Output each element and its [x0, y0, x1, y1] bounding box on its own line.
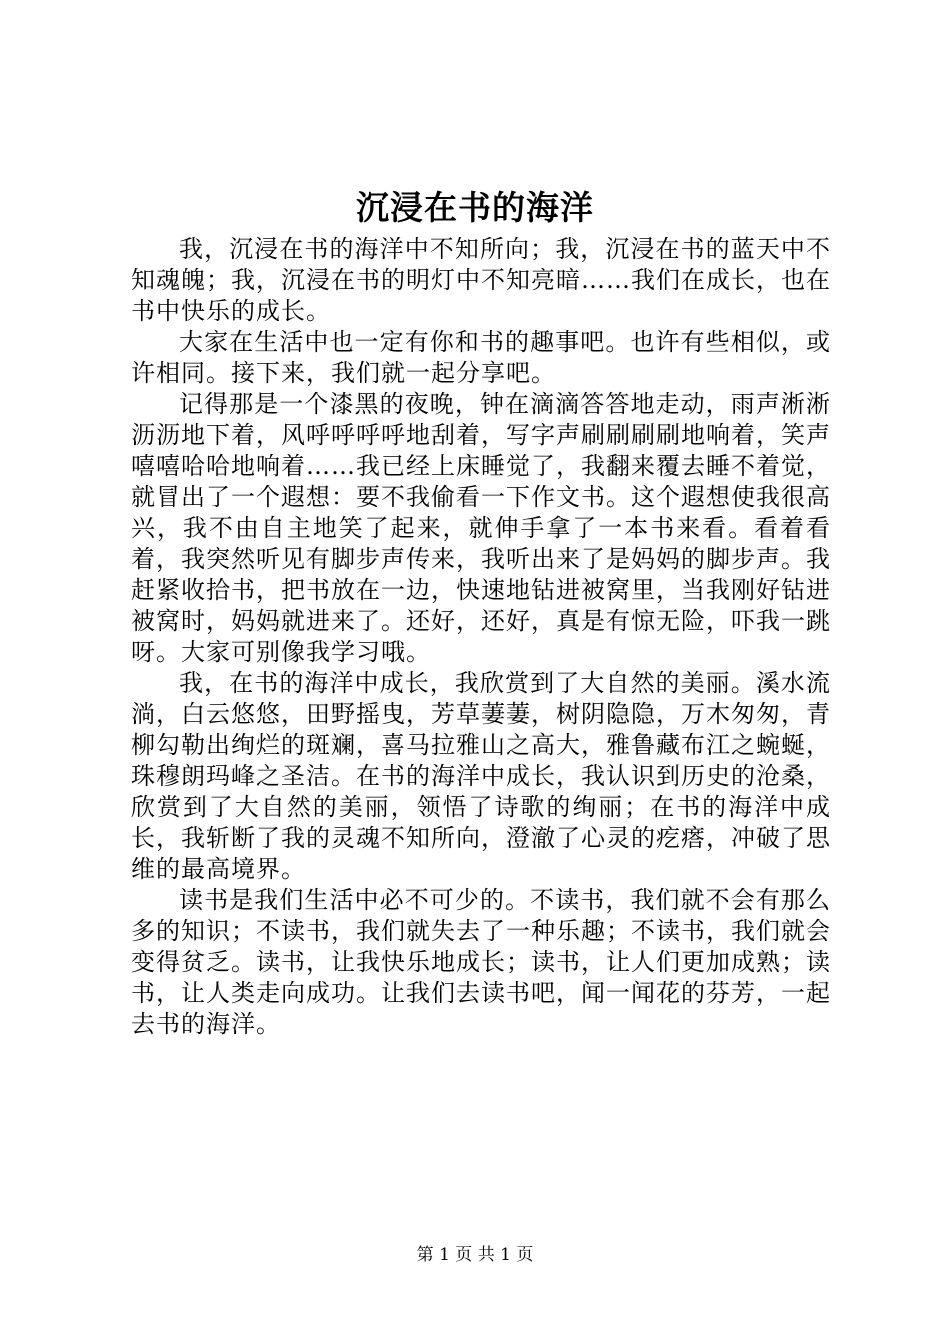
paragraph: 记得那是一个漆黑的夜晚，钟在滴滴答答地走动，雨声淅淅沥沥地下着，风呼呼呼呼地刮着，写字声刷刷刷刷地响着，笑声嘻嘻哈哈地响着……我已经上床睡觉了，我翻来覆去睡不着觉，就冒出了一个遐想：要不我偷看一下作文书。这个遐想使我很高兴，我不由自主地笑了起来，就伸手拿了一本书来看。看着看着，我突然听见有脚步声传来，我听出来了是妈妈的脚步声。我赶紧收拾书，把书放在一边，快速地钻进被窝里，当我刚好钻进被窝时，妈妈就进来了。还好，还好，真是有惊无险，吓我一跳呀。大家可别像我学习哦。 [131, 390, 831, 666]
document-body [131, 234, 831, 1040]
document-title: 沉浸在书的海洋 [356, 188, 594, 227]
paragraph: 大家在生活中也一定有你和书的趣事吧。也许有些相似，或许相同。接下来，我们就一起分享吧。 [131, 328, 831, 387]
page-footer: 第 1 页 共 1 页 [416, 1245, 534, 1265]
paragraph: 读书是我们生活中必不可少的。不读书，我们就不会有那么多的知识；不读书，我们就失去了一种乐趣；不读书，我们就会变得贫乏。读书，让我快乐地成长；读书，让人们更加成熟；读书，让人类走向成功。让我们去读书吧，闻一闻花的芬芳，一起去书的海洋。 [131, 886, 831, 1038]
paragraph: 我，在书的海洋中成长，我欣赏到了大自然的美丽。溪水流淌，白云悠悠，田野摇曳，芳草萋萋，树阴隐隐，万木匆匆，青柳勾勒出绚烂的斑斓，喜马拉雅山之高大，雅鲁藏布江之蜿蜒，珠穆朗玛峰之圣洁。在书的海洋中成长，我认识到历史的沧桑，欣赏到了大自然的美丽，领悟了诗歌的绚丽；在书的海洋中成长，我斩断了我的灵魂不知所向，澄澈了心灵的疙瘩，冲破了思维的最高境界。 [131, 669, 831, 883]
paragraph: 我，沉浸在书的海洋中不知所向；我，沉浸在书的蓝天中不知魂魄；我，沉浸在书的明灯中不知亮暗……我们在成长，也在书中快乐的成长。 [131, 235, 831, 325]
